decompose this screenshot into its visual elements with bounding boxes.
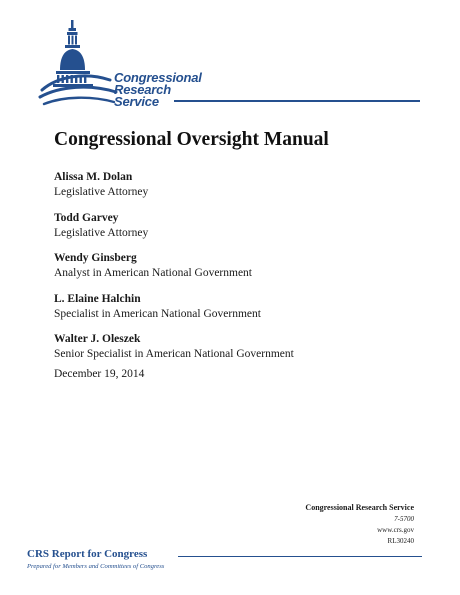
crs-info-block xyxy=(305,502,414,547)
logo-line-2: Research xyxy=(114,82,171,97)
author-role: Analyst in American National Government xyxy=(54,267,253,279)
author-role: Specialist in American National Government xyxy=(54,307,261,320)
footer-subtitle: Prepared for Members and Committees of Congress xyxy=(27,563,165,570)
author-role: Legislative Attorney xyxy=(54,186,149,198)
crs-name: Congressional Research Service xyxy=(305,503,414,512)
author-entry xyxy=(54,210,414,241)
report-title: Congressional Oversight Manual xyxy=(54,129,329,150)
logo-line-1: Congressional xyxy=(114,70,202,85)
report-date: December 19, 2014 xyxy=(54,368,145,380)
footer-title: CRS Report for Congress xyxy=(27,548,148,560)
crs-website-link[interactable]: www.crs.gov xyxy=(377,526,414,534)
author-role: Legislative Attorney xyxy=(54,226,149,239)
report-id: RL30240 xyxy=(387,537,414,545)
author-name: Wendy Ginsberg xyxy=(54,252,137,264)
author-list xyxy=(54,169,414,372)
logo-line-3: Service xyxy=(114,94,159,109)
author-entry xyxy=(54,331,414,362)
author-name: L. Elaine Halchin xyxy=(54,292,141,305)
author-entry xyxy=(54,291,414,322)
author-role: Senior Specialist in American National Government xyxy=(54,348,294,360)
author-entry xyxy=(54,250,414,281)
crs-number: 7-5700 xyxy=(394,515,414,523)
author-entry xyxy=(54,169,414,200)
author-name: Todd Garvey xyxy=(54,211,119,224)
header-rule xyxy=(174,100,420,102)
footer-rule xyxy=(178,556,422,557)
author-name: Alissa M. Dolan xyxy=(54,171,133,183)
crs-logo-wordmark xyxy=(114,72,202,108)
author-name: Walter J. Oleszek xyxy=(54,333,141,345)
